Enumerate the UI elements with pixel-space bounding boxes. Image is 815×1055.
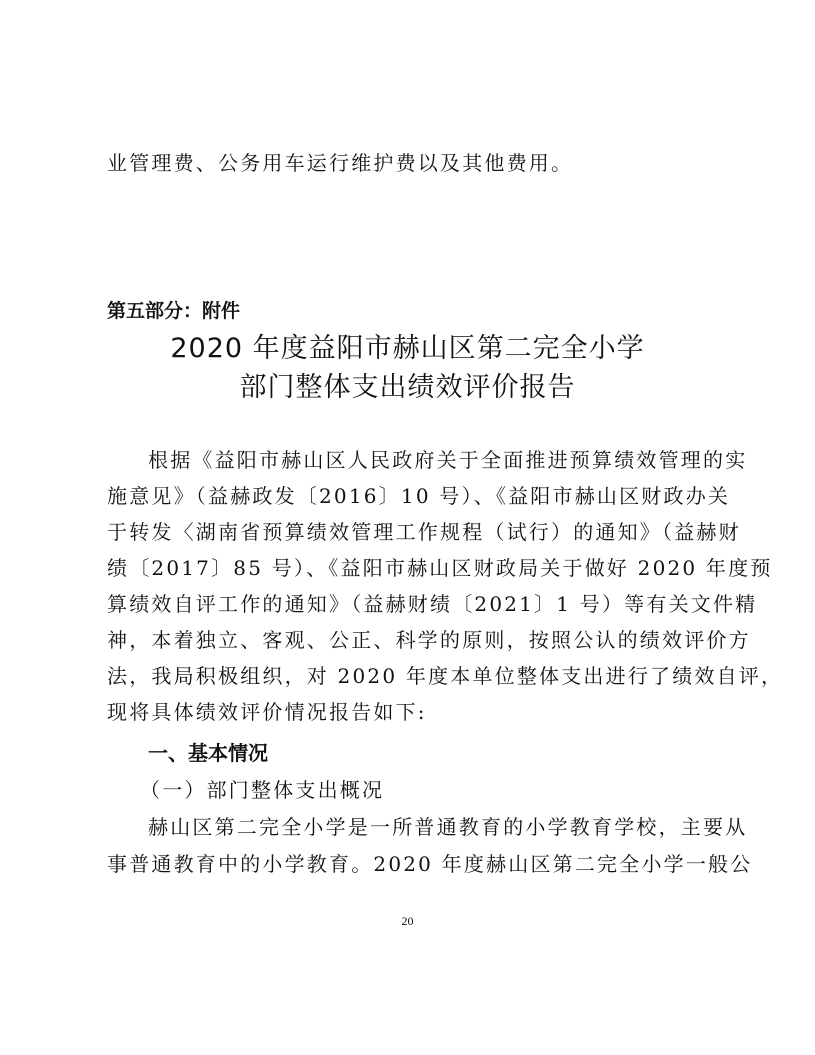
paragraph-line: 法，我局积极组织，对 2020 年度本单位整体支出进行了绩效自评， <box>107 664 784 688</box>
paragraph-line: 绩〔2017〕85 号）、《益阳市赫山区财政局关于做好 2020 年度预 <box>107 556 773 580</box>
paragraph-line: 施意见》（益赫政发〔2016〕10 号）、《益阳市赫山区财政办关 <box>107 484 731 508</box>
heading-basic-info: 一、基本情况 <box>148 741 268 765</box>
subheading-overview: （一）部门整体支出概况 <box>140 778 385 802</box>
report-title-line-2: 部门整体支出绩效评价报告 <box>239 372 576 403</box>
section-heading: 第五部分：附件 <box>107 300 241 322</box>
paragraph-line: 赫山区第二完全小学是一所普通教育的小学教育学校，主要从 <box>148 815 748 839</box>
report-title-line-1: 2020 年度益阳市赫山区第二完全小学 <box>170 333 645 364</box>
paragraph-line: 根据《益阳市赫山区人民政府关于全面推进预算绩效管理的实 <box>148 448 748 472</box>
paragraph-line: 神，本着独立、客观、公正、科学的原则，按照公认的绩效评价方 <box>107 628 751 652</box>
paragraph-line: 事普通教育中的小学教育。2020 年度赫山区第二完全小学一般公 <box>107 852 753 876</box>
page-number: 20 <box>401 914 414 928</box>
paragraph-line: 于转发〈湖南省预算绩效管理工作规程（试行）的通知》（益赫财 <box>107 520 741 544</box>
paragraph-line: 现将具体绩效评价情况报告如下: <box>107 700 427 724</box>
paragraph-line: 算绩效自评工作的通知》（益赫财绩〔2021〕1 号）等有关文件精 <box>107 592 758 616</box>
continued-text-line: 业管理费、公务用车运行维护费以及其他费用。 <box>107 151 574 175</box>
